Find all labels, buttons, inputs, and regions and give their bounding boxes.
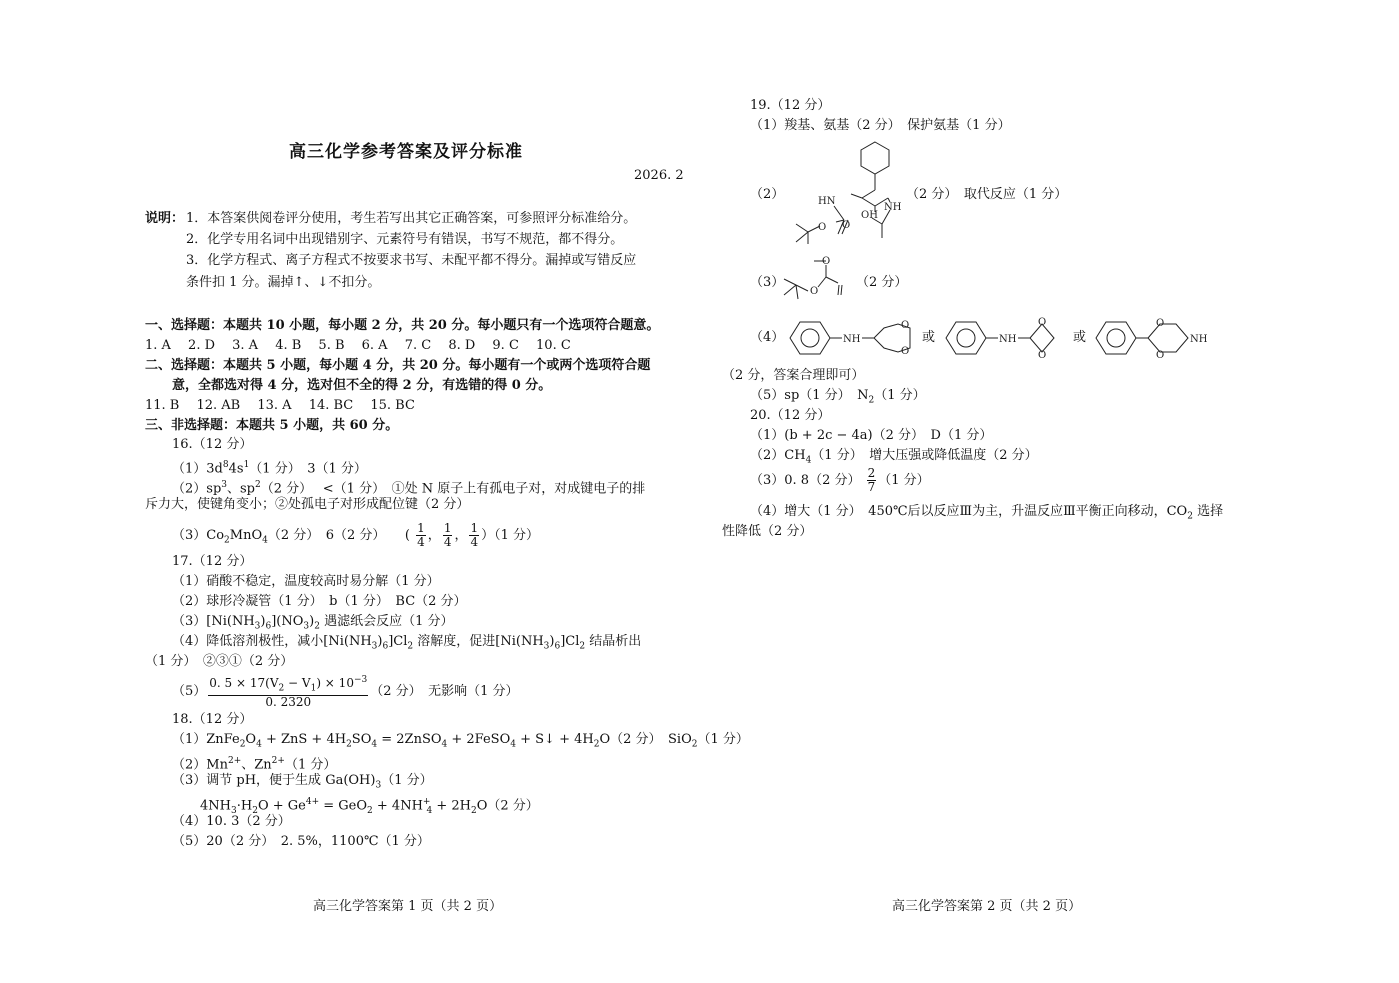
- label-o: O: [842, 220, 851, 231]
- q17-heading: 17.（12 分）: [172, 554, 253, 569]
- q16-part-2: $(2)sp^3$、$sp^2(2$ 分） <（1 分） ①处 N 原子上有孤电子对，对成键电子的排: [172, 480, 646, 497]
- q17-part-2: （2）球形冷凝管（1 分） b（1 分） BC（2 分）: [172, 594, 467, 609]
- q16-part-2-cont: 斥力大，使键角变小；②处孤电子对形成配位键（2 分）: [145, 497, 470, 512]
- footer-page-2: 高三化学答案第 2 页（共 2 页）: [892, 899, 1082, 914]
- or-1: 或: [922, 330, 936, 345]
- q20-heading: 20.（12 分）: [750, 408, 831, 423]
- note-3a: 3．化学方程式、离子方程式不按要求书写、未配平都不得分。漏掉或写错反应: [186, 253, 637, 268]
- q19-part-4-score: （2 分，答案合理即可）: [722, 368, 865, 383]
- structure-q19-4-option-a: [786, 316, 916, 362]
- q17-part-5: （5） $\frac{0. 5 \times 17(V_2 - V_1) \times 10^{-3}}{0. 2320}$ （2 分） 无影响（1 分）: [172, 675, 519, 710]
- fraction-quarter: $\frac{1}{4}$: [443, 521, 452, 549]
- label-o: O: [818, 222, 827, 233]
- fraction-quarter: $\frac{1}{4}$: [470, 521, 479, 549]
- label-nh: NH: [1190, 334, 1208, 345]
- q16-part-1: $(1)3d^84s^1(1$ 分） 3（1 分）: [172, 460, 367, 477]
- section-2-answers: 11. B 12. AB 13. A 14. BC 15. BC: [145, 398, 415, 413]
- label-o: O: [901, 320, 910, 331]
- q19-part-5: （5）sp（1 分） $N_2(1$ 分）: [750, 388, 926, 406]
- footer-page-1: 高三化学答案第 1 页（共 2 页）: [313, 899, 503, 914]
- q17-part-4-cont: （1 分） ②③①（2 分）: [145, 654, 294, 669]
- q19-part-4-label: （4）: [750, 330, 785, 345]
- label-o: O: [901, 346, 910, 357]
- q18-part-3-equation: $4NH_3\cdot H_2O + Ge^{4+} = GeO_2 + 4NH^+_4 + 2H_2O(2$ 分）: [200, 797, 539, 816]
- section-3-heading: 三、非选择题：本题共 5 小题，共 60 分。: [145, 418, 399, 433]
- label-nh: NH: [843, 334, 861, 345]
- label-o: O: [1156, 318, 1165, 329]
- label-o: O: [822, 256, 831, 267]
- q20-part-4: （4）增大（1 分） 450℃后以反应Ⅲ为主，升温反应Ⅲ平衡正向移动，$CO_2$ 选择: [750, 504, 1224, 522]
- q19-part-1: （1）羧基、氨基（2 分） 保护氨基（1 分）: [750, 118, 1011, 133]
- notes-label: 说明：: [145, 211, 185, 226]
- label-oh: OH: [861, 210, 878, 221]
- q18-part-1: $(1)ZnFe_2O_4$ + ZnS + $4H_2SO_4$ = 2ZnSO$_4$ + 2FeSO$_4$ + S↓ + $4H_2O(2$ 分） SiO$_2$（1 分）: [172, 732, 749, 750]
- q19-part-2-score: （2 分） 取代反应（1 分）: [906, 187, 1068, 202]
- q17-part-4: （4）降低溶剂极性，减小$[Ni(NH_3)_6]Cl_2$ 溶解度，促进$[Ni(NH_3)_6]Cl_2$ 结晶析出: [172, 634, 642, 652]
- date: 2026. 2: [634, 168, 684, 183]
- q16-heading: 16.（12 分）: [172, 437, 253, 452]
- note-2: 2．化学专用名词中出现错别字、元素符号有错误，书写不规范，都不得分。: [186, 232, 624, 247]
- structure-q19-3: [778, 253, 853, 305]
- structure-q19-4-option-b: [942, 316, 1072, 362]
- structure-q19-2: [778, 138, 903, 246]
- note-1: 1．本答案供阅卷评分使用，考生若写出其它正确答案，可参照评分标准给分。: [186, 211, 637, 226]
- page-title: 高三化学参考答案及评分标准: [289, 142, 523, 162]
- q19-part-3-score: （2 分）: [856, 275, 908, 290]
- q18-heading: 18.（12 分）: [172, 712, 253, 727]
- label-o: O: [1156, 350, 1165, 361]
- structure-q19-4-option-c: [1092, 316, 1222, 362]
- q18-part-3: （3）调节 pH，便于生成 $Ga(OH)_3(1$ 分）: [172, 773, 433, 791]
- label-o: O: [810, 286, 819, 297]
- formula-fraction: $\frac{0. 5 \times 17(V_2 - V_1) \times 10^{-3}}{0. 2320}$: [209, 675, 368, 710]
- q18-part-2: $(2)Mn^{2+}$、$Zn^{2+}(1$ 分）: [172, 756, 337, 773]
- q20-part-3: （3）0. 8（2 分） $\frac{2}{7}$ （1 分）: [750, 466, 930, 494]
- q20-part-4-cont: 性降低（2 分）: [722, 524, 813, 539]
- section-1-heading: 一、选择题：本题共 10 小题，每小题 2 分，共 20 分。每小题只有一个选项符合题意。: [145, 318, 660, 333]
- label-hn: HN: [818, 196, 836, 207]
- label-o: O: [1038, 350, 1047, 361]
- q18-part-4: （4）10. 3（2 分）: [172, 814, 291, 829]
- q20-part-1: （1）(b + 2c − 4a)（2 分） D（1 分）: [750, 428, 993, 443]
- q16-part-3: $(3)Co_2MnO_4(2$ 分） 6（2 分） ( $\frac{1}{4}$ ， $\frac{1}{4}$ ， $\frac{1}{4}$ ）（1 分）: [172, 521, 540, 549]
- section-1-answers: 1. A 2. D 3. A 4. B 5. B 6. A 7. C 8. D 9. C 10. C: [145, 338, 571, 353]
- label-nh: NH: [999, 334, 1017, 345]
- q20-part-2: $(2)CH_4(1$ 分） 增大压强或降低温度（2 分）: [750, 448, 1038, 466]
- q18-part-5: （5）20（2 分） 2. 5%，1100℃（1 分）: [172, 834, 430, 849]
- fraction-two-sevenths: $\frac{2}{7}$: [867, 466, 876, 494]
- q19-heading: 19.（12 分）: [750, 98, 831, 113]
- fraction-quarter: $\frac{1}{4}$: [417, 521, 425, 549]
- section-2-heading-cont: 意，全都选对得 4 分，选对但不全的得 2 分，有选错的得 0 分。: [172, 378, 552, 393]
- benzene-ring: [861, 142, 889, 174]
- q19-part-2-label: （2）: [750, 187, 785, 202]
- q17-part-3: $(3)[Ni(NH_3)_6](NO_3)_2$ 遇滤纸会反应（1 分）: [172, 614, 454, 632]
- q17-part-1: （1）硝酸不稳定，温度较高时易分解（1 分）: [172, 574, 440, 589]
- label-nh: NH: [884, 202, 902, 213]
- section-2-heading: 二、选择题：本题共 5 小题，每小题 4 分，共 20 分。每小题有一个或两个选项符合题: [145, 358, 651, 373]
- or-2: 或: [1073, 330, 1087, 345]
- label-o: O: [1038, 317, 1047, 328]
- q19-part-3-label: （3）: [750, 275, 785, 290]
- note-3b: 条件扣 1 分。漏掉↑、↓不扣分。: [186, 275, 381, 290]
